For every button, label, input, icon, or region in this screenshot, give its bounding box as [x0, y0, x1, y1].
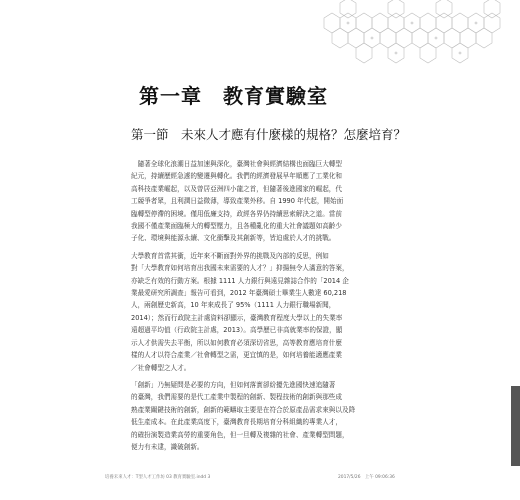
paragraph-2: [131, 250, 403, 374]
text-line: 人，兩創歷史新高，10 年來成長了 95%（1111 人力銀行職場新聞，: [131, 301, 336, 310]
text-line: 大學教育首當其衝，近年來不斷面對外界的挑戰及內部的反思，例如: [131, 251, 329, 260]
text-line: ／社會轉型之人才。: [131, 363, 191, 372]
text-line: 對「大學教育如何培育出我國未來需要的人才？」抑揚無令人滿意的答案，: [131, 264, 349, 273]
text-line: 低生產成本。在此產業高度下，臺灣教育長期培育分科組織的專業人才，: [131, 418, 342, 427]
text-line: 樣的人才以符合產業／社會轉型之需，更宜慎的是，如何培養能適應產業: [131, 351, 342, 360]
paragraph-3: [131, 379, 403, 453]
text-line: 臨轉型停滯的困境。僅用低廉支持，政經各界仍持續思索解決之道。當前: [131, 209, 342, 218]
chapter-thumb-tab: [511, 386, 520, 466]
section-title: 第一節 未來人才應有什麼樣的規格？怎麼培育？: [131, 127, 407, 142]
paragraph-1: [131, 158, 403, 245]
text-line: 的確扮演製造業高勞的重要角色，但一旦轉及複雜的社會、產業轉型問題，: [131, 430, 349, 439]
text-line: 便力有未逮，識破創新。: [131, 442, 204, 451]
footer-timestamp: 2017/5/26 上午 09:06:36: [338, 475, 395, 480]
text-line: 子化、環境與能源永續、文化衝擊及其創新等，皆迫處於人才的挑戰。: [131, 234, 336, 243]
footer-file-info: 培養未來人才：T型人才工作坊 03 教育實驗室.indd 3: [105, 475, 211, 480]
text-line: 我國不僅產業面臨極大的轉型壓力，且各種亂化的重大社會議題如高齡少: [131, 222, 342, 231]
chapter-title: 第一章 教育實驗室: [139, 84, 328, 108]
text-line: 隨著全球化浪潮日益加速與深化，臺灣社會與經濟結構也面臨巨大轉型: [131, 160, 342, 168]
text-line: 示人才供需失去平衡，所以如何教育必須深切省思，高等教育應培育什麼: [131, 338, 342, 347]
text-line: 高科技產業崛起，以及曾居亞洲四小龍之首，但隨著後進國家的崛起，代: [131, 184, 342, 193]
text-line: 熟產業關鍵技術的創新，創新的範疇取主要是在符合於原產品需求來與以及降: [131, 405, 356, 414]
text-line: 紀元，持續歷經急遽的變遷與轉化。我們的經濟發展早年順應了工業化和: [131, 172, 342, 181]
text-line: 業最愛研究所調查」報告可看到，2012 年臺灣碩士畢業生人數達 60,218: [131, 289, 347, 298]
hexagon-pattern-decoration: [300, 0, 520, 78]
text-line: 2014）；然而行政院主計處資料卻顯示，臺灣教育程度大學以上的失業率: [131, 313, 343, 322]
text-line: 的臺灣，我們需要的是代工產業中製程的創新、製程技術的創新與那些成: [131, 393, 342, 402]
text-line: 工競爭者眾，且利潤日益微薄，導致產業外移。自 1990 年代起，開始面: [131, 197, 344, 206]
text-line: 遠超過平均值（行政院主計處，2013）。高學歷已非高就業率的保證，顯: [131, 326, 343, 335]
body-text: [131, 158, 403, 458]
text-line: 「創新」乃無疑問是必要的方向，但如何落實卻紛擾先進國快速追隨著: [131, 380, 336, 389]
text-line: 亦缺乏有效的行動方案。根據 1111 人力銀行與遠見雜誌合作的「2014 企: [131, 276, 349, 285]
